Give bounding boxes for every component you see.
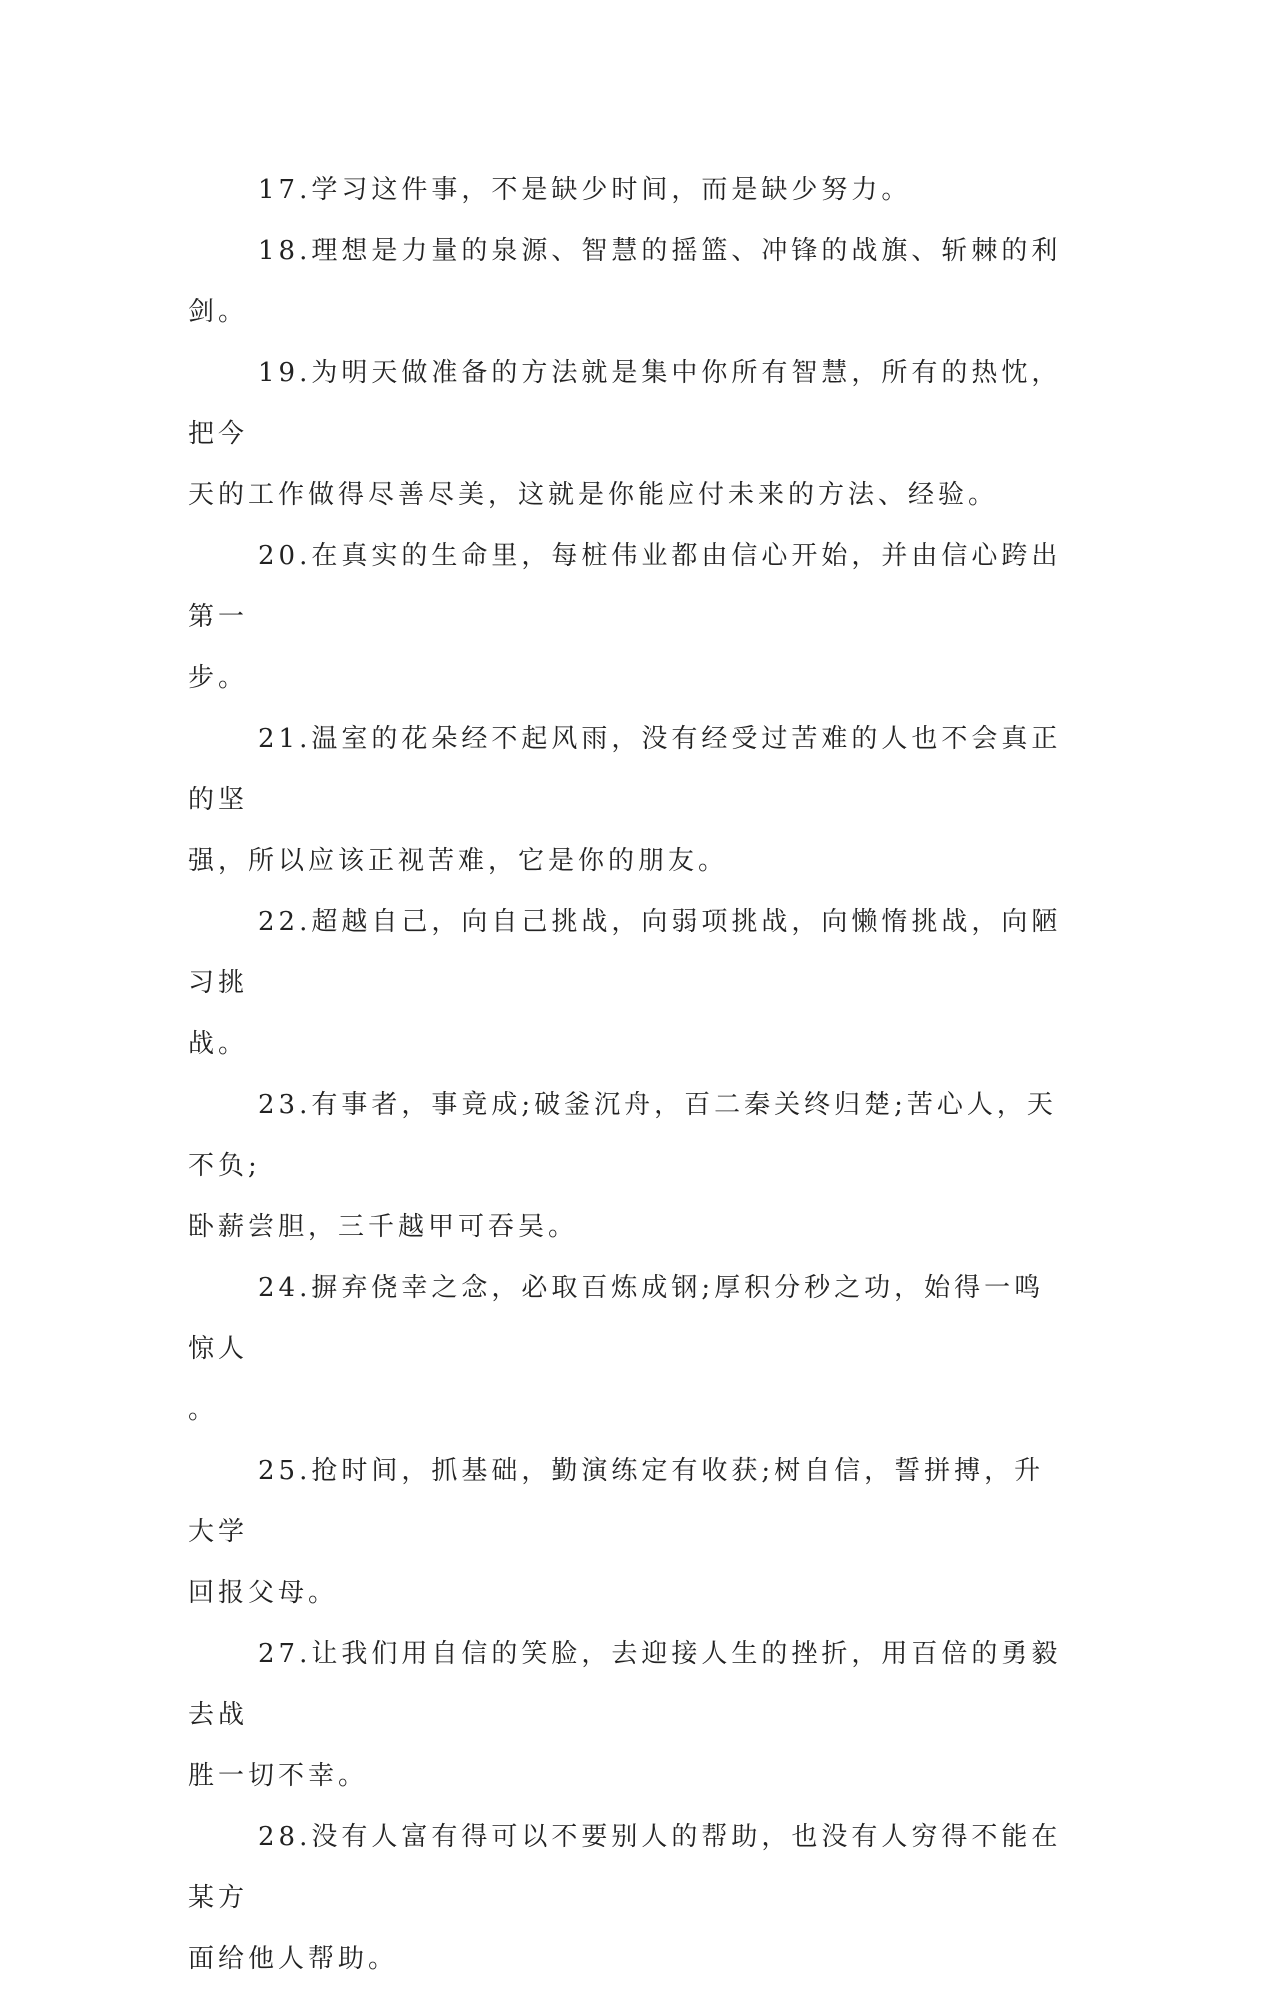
- paragraph-17: [188, 160, 1073, 221]
- line: 卧薪尝胆，三千越甲可吞吴。: [188, 1212, 579, 1242]
- line: 22.超越自己，向自己挑战，向弱项挑战，向懒惰挑战，向陋习挑: [188, 907, 1062, 998]
- line: 战。: [188, 1029, 249, 1059]
- line: 强，所以应该正视苦难，它是你的朋友。: [188, 846, 729, 876]
- paragraph-25: [188, 1441, 1073, 1624]
- line: 24.摒弃侥幸之念，必取百炼成钢;厚积分秒之功，始得一鸣惊人: [188, 1273, 1045, 1364]
- line: 面给他人帮助。: [188, 1944, 399, 1974]
- line: 19.为明天做准备的方法就是集中你所有智慧，所有的热忱，把今: [188, 358, 1062, 449]
- paragraph-23: [188, 1075, 1073, 1258]
- paragraph-19: [188, 343, 1073, 526]
- paragraph-28: [188, 1807, 1073, 1990]
- line: 20.在真实的生命里，每桩伟业都由信心开始，并由信心跨出第一: [188, 541, 1062, 632]
- line: 23.有事者，事竟成;破釜沉舟，百二秦关终归楚;苦心人，天不负;: [188, 1090, 1057, 1181]
- line: 胜一切不幸。: [188, 1761, 369, 1791]
- line: 天的工作做得尽善尽美，这就是你能应付未来的方法、经验。: [188, 480, 999, 510]
- paragraph-18: [188, 221, 1073, 343]
- line: 25.抢时间，抓基础，勤演练定有收获;树自信，誓拼搏，升大学: [188, 1456, 1045, 1547]
- paragraph-22: [188, 892, 1073, 1075]
- paragraph-24: [188, 1258, 1073, 1441]
- line: 27.让我们用自信的笑脸，去迎接人生的挫折，用百倍的勇毅去战: [188, 1639, 1062, 1730]
- line: 28.没有人富有得可以不要别人的帮助，也没有人穷得不能在某方: [188, 1822, 1062, 1913]
- paragraph-20: [188, 526, 1073, 709]
- paragraph-21: [188, 709, 1073, 892]
- line: 。: [188, 1395, 219, 1425]
- line: 17.学习这件事，不是缺少时间，而是缺少努力。: [258, 175, 912, 205]
- line: 21.温室的花朵经不起风雨，没有经受过苦难的人也不会真正的坚: [188, 724, 1062, 815]
- document-body: [188, 160, 1073, 1990]
- line: 步。: [188, 663, 249, 693]
- line: 回报父母。: [188, 1578, 339, 1608]
- line: 18.理想是力量的泉源、智慧的摇篮、冲锋的战旗、斩棘的利剑。: [188, 236, 1062, 327]
- paragraph-27: [188, 1624, 1073, 1807]
